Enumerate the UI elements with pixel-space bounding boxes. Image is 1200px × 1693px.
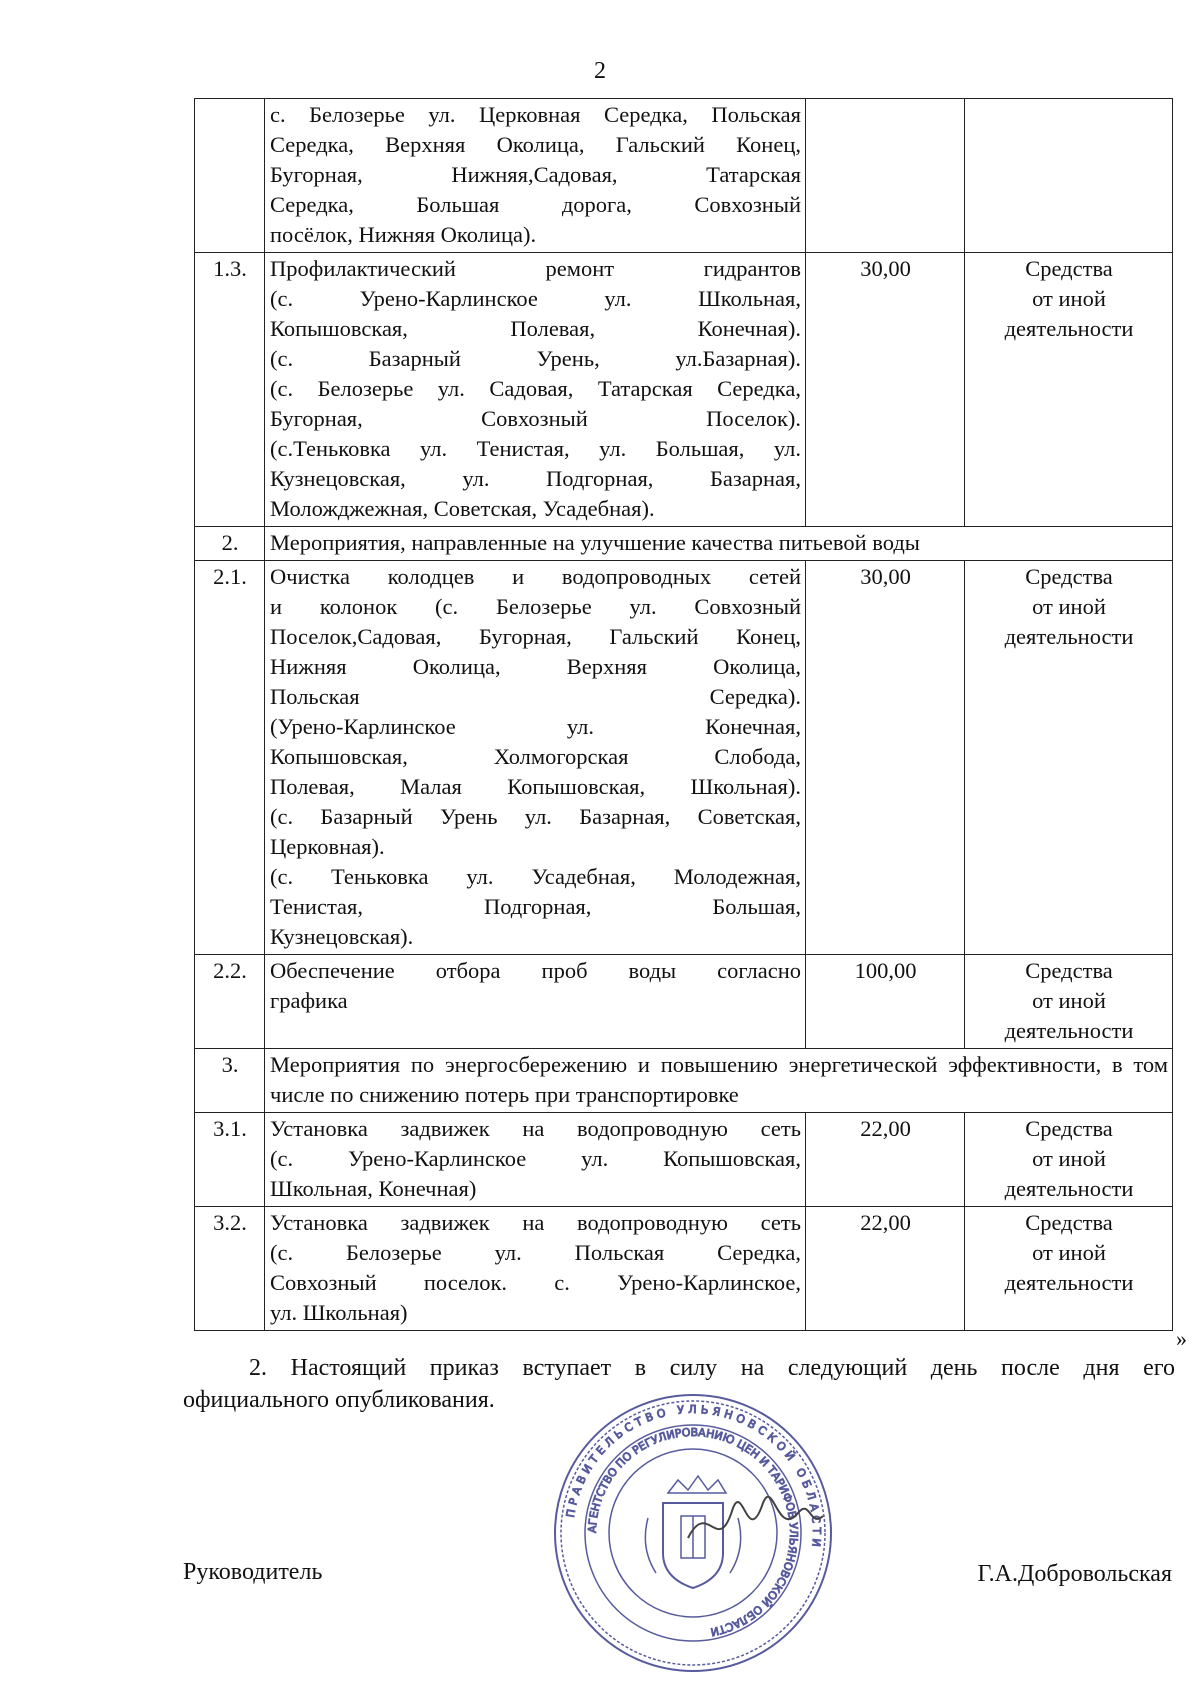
measure-description xyxy=(265,955,806,1049)
description-line: ул. Школьная) xyxy=(270,1300,408,1325)
description-line: Бугорная, Совхозный Поселок). xyxy=(270,406,801,431)
description-line: и колонок (с. Белозерье ул. Совхозный xyxy=(270,594,801,619)
description-line: (с. Белозерье ул. Садовая, Татарская Середка, xyxy=(270,376,801,401)
row-number: 1.3. xyxy=(195,253,265,527)
row-number: 2.2. xyxy=(195,955,265,1049)
funding-source-line: деятельности xyxy=(1004,624,1134,649)
section-title: Мероприятия, направленные на улучшение качества питьевой воды xyxy=(265,527,1173,561)
funding-source-line: от иной xyxy=(1032,286,1106,311)
description-line: (с. Урено-Карлинское ул. Копышовская, xyxy=(270,1146,801,1171)
stamp-outer-text: ПРАВИТЕЛЬСТВО УЛЬЯНОВСКОЙ ОБЛАСТИ xyxy=(563,1402,824,1552)
funding-source-line: деятельности xyxy=(1004,1018,1134,1043)
description-line: Копышовская, Холмогорская Слобода, xyxy=(270,744,801,769)
funding-source-line: Средства xyxy=(1025,958,1113,983)
description-line: Профилактический ремонт гидрантов xyxy=(270,256,801,281)
description-line: Тенистая, Подгорная, Большая, xyxy=(270,894,801,919)
table-row xyxy=(195,1207,1173,1331)
funding-source-line: от иной xyxy=(1032,988,1106,1013)
funding-source-line: от иной xyxy=(1032,1240,1106,1265)
amount-cell xyxy=(806,99,965,253)
description-line: (с. Базарный Урень, ул.Базарная). xyxy=(270,346,801,371)
stamp-inner-text: АГЕНТСТВО ПО РЕГУЛИРОВАНИЮ ЦЕН И ТАРИФОВ УЛЬЯНОВСКОЙ ОБЛАСТИ xyxy=(585,1425,801,1639)
coat-of-arms-icon xyxy=(645,1476,740,1588)
description-line: Полевая, Малая Копышовская, Школьная). xyxy=(270,774,801,799)
table-row xyxy=(195,99,1173,253)
description-line: (с. Урено-Карлинское ул. Школьная, xyxy=(270,286,801,311)
row-number xyxy=(195,99,265,253)
description-line: Поселок,Садовая, Бугорная, Гальский Конец, xyxy=(270,624,801,649)
section-row xyxy=(195,1049,1173,1113)
description-line: Середка, Большая дорога, Совхозный xyxy=(270,192,801,217)
funding-source-cell xyxy=(965,955,1173,1049)
description-line: посёлок, Нижняя Околица). xyxy=(270,222,537,247)
description-line: Копышовская, Полевая, Конечная). xyxy=(270,316,801,341)
description-line: Церковная). xyxy=(270,834,385,859)
description-line: графика xyxy=(270,988,348,1013)
description-line: Совхозный поселок. с. Урено-Карлинское, xyxy=(270,1270,801,1295)
signature-name: Г.А.Добровольская xyxy=(977,1561,1172,1587)
description-line: (Урено-Карлинское ул. Конечная, xyxy=(270,714,801,739)
section-row xyxy=(195,527,1173,561)
description-line: Школьная, Конечная) xyxy=(270,1176,477,1201)
description-line: (с.Теньковка ул. Тенистая, ул. Большая, ул. xyxy=(270,436,801,461)
section-title: Мероприятия по энергосбережению и повышению энергетической эффективности, в том числе по снижению потерь при транспортировке xyxy=(265,1049,1173,1113)
funding-source-line: деятельности xyxy=(1004,316,1134,341)
amount-cell: 30,00 xyxy=(806,561,965,955)
closing-quote: » xyxy=(1176,1326,1187,1351)
funding-source-line: деятельности xyxy=(1004,1176,1134,1201)
funding-source-line: Средства xyxy=(1025,1116,1113,1141)
funding-source-cell xyxy=(965,253,1173,527)
funding-source-line: деятельности xyxy=(1004,1270,1134,1295)
amount-cell: 30,00 xyxy=(806,253,965,527)
funding-source-line: Средства xyxy=(1025,1210,1113,1235)
funding-source-line: от иной xyxy=(1032,1146,1106,1171)
description-line: Середка, Верхняя Околица, Гальский Конец, xyxy=(270,132,801,157)
clause-line: 2. Настоящий приказ вступает в силу на следующий день после дня его xyxy=(249,1355,1175,1381)
row-number: 3. xyxy=(195,1049,265,1113)
funding-source-line: от иной xyxy=(1032,594,1106,619)
official-seal-stamp xyxy=(548,1388,838,1678)
amount-cell: 22,00 xyxy=(806,1113,965,1207)
page-number: 2 xyxy=(594,58,606,84)
description-line: Очистка колодцев и водопроводных сетей xyxy=(270,564,801,589)
description-line: (с. Базарный Урень ул. Базарная, Советская, xyxy=(270,804,801,829)
description-line: Кузнецовская). xyxy=(270,924,414,949)
description-line: Бугорная, Нижняя,Садовая, Татарская xyxy=(270,162,801,187)
clause-line: официального опубликования. xyxy=(183,1387,495,1413)
funding-source-cell xyxy=(965,1113,1173,1207)
funding-source-cell xyxy=(965,1207,1173,1331)
description-line: Установка задвижек на водопроводную сеть xyxy=(270,1116,801,1141)
signature-title: Руководитель xyxy=(183,1559,323,1585)
description-line: Обеспечение отбора проб воды согласно xyxy=(270,958,801,983)
measure-description xyxy=(265,1113,806,1207)
measure-description xyxy=(265,561,806,955)
table-row xyxy=(195,561,1173,955)
description-line: Польская Середка). xyxy=(270,684,801,709)
row-number: 2.1. xyxy=(195,561,265,955)
measure-description xyxy=(265,1207,806,1331)
row-number: 3.2. xyxy=(195,1207,265,1331)
measure-description xyxy=(265,253,806,527)
funding-source-line: Средства xyxy=(1025,564,1113,589)
measure-description xyxy=(265,99,806,253)
table-row xyxy=(195,253,1173,527)
funding-source-cell xyxy=(965,99,1173,253)
funding-source-line: Средства xyxy=(1025,256,1113,281)
table-row xyxy=(195,1113,1173,1207)
row-number: 2. xyxy=(195,527,265,561)
amount-cell: 100,00 xyxy=(806,955,965,1049)
description-line: Кузнецовская, ул. Подгорная, Базарная, xyxy=(270,466,801,491)
amount-cell: 22,00 xyxy=(806,1207,965,1331)
description-line: Установка задвижек на водопроводную сеть xyxy=(270,1210,801,1235)
description-line: с. Белозерье ул. Церковная Середка, Польская xyxy=(270,102,801,127)
description-line: Нижняя Околица, Верхняя Околица, xyxy=(270,654,801,679)
row-number: 3.1. xyxy=(195,1113,265,1207)
description-line: Моложджежная, Советская, Усадебная). xyxy=(270,496,655,521)
description-line: (с. Белозерье ул. Польская Середка, xyxy=(270,1240,801,1265)
description-line: (с. Теньковка ул. Усадебная, Молодежная, xyxy=(270,864,801,889)
table-row xyxy=(195,955,1173,1049)
funding-source-cell xyxy=(965,561,1173,955)
measures-table xyxy=(194,98,1173,1331)
